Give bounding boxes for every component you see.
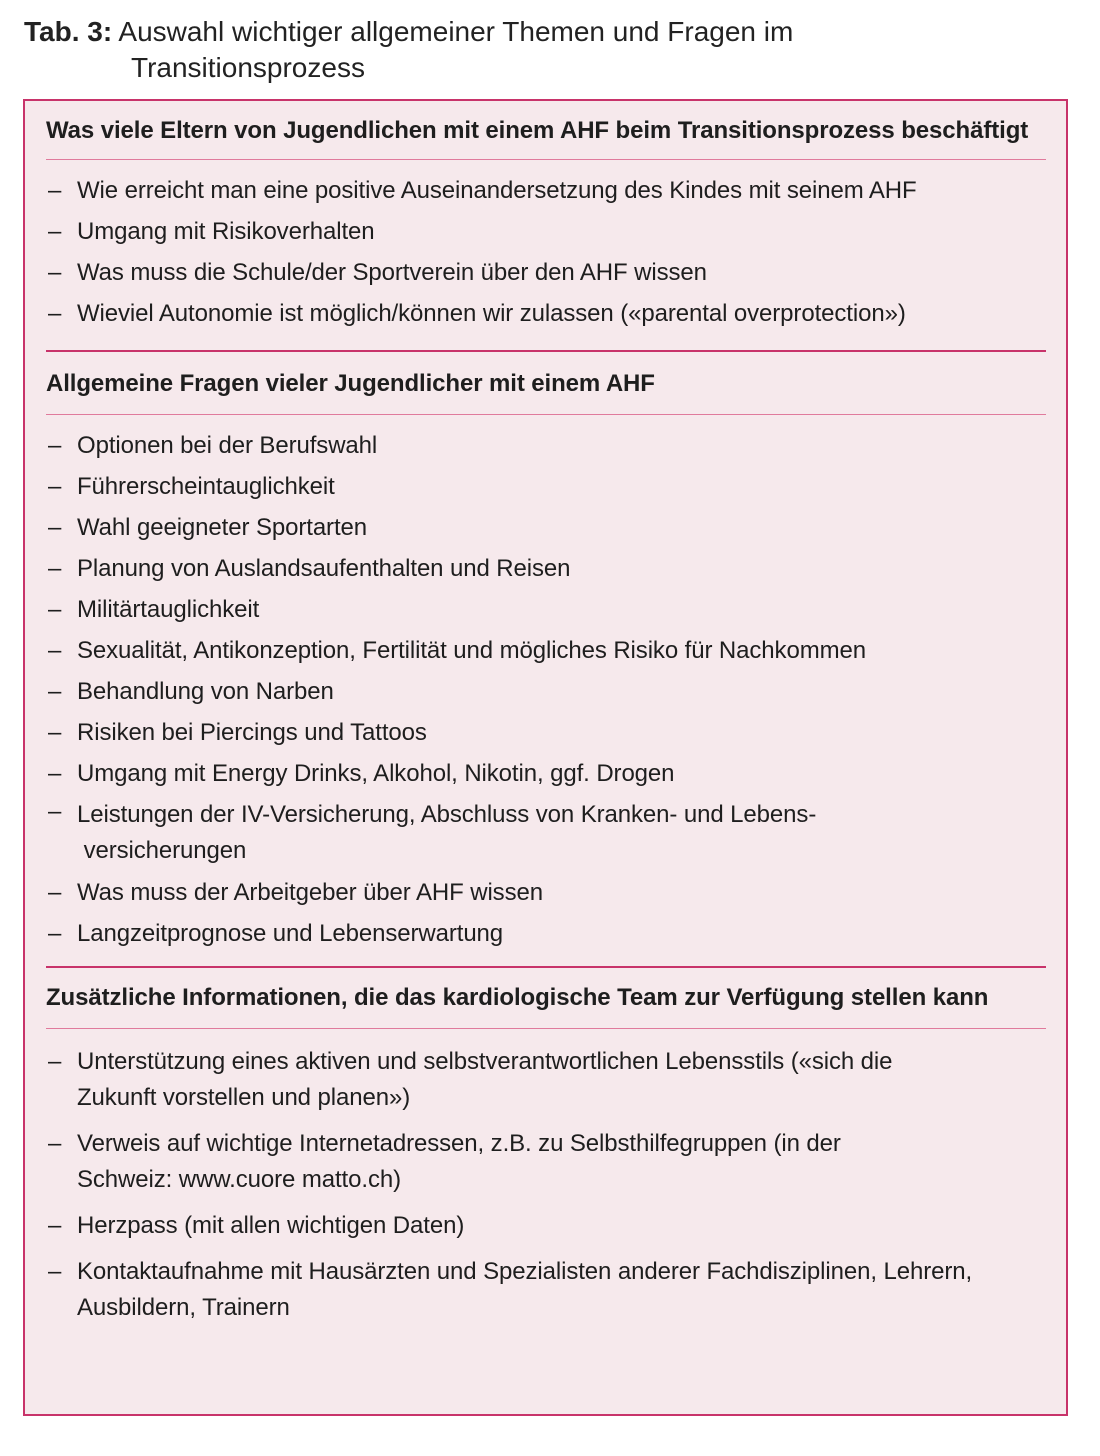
dash-bullet-icon: –	[48, 514, 62, 541]
dash-bullet-icon: –	[48, 1048, 62, 1075]
dash-bullet-icon: –	[48, 177, 62, 204]
list-item: – Wahl geeigneter Sportarten	[46, 507, 1046, 548]
list-item: – Planung von Auslandsaufenthalten und Reisen	[46, 548, 1046, 589]
dash-bullet-icon: –	[48, 1212, 62, 1239]
table-title-line-2: Transitionsprozess	[131, 52, 365, 83]
section-heading: Was viele Eltern von Jugendlichen mit einem AHF beim Transitionsprozess beschäftigt	[46, 117, 1029, 144]
list-item: – Kontaktaufnahme mit Hausärzten und Spezialisten anderer Fachdisziplinen, Lehrern, Ausbildern, Trainern	[46, 1249, 1046, 1331]
section-parents-concerns	[25, 101, 1066, 352]
dash-bullet-icon: –	[48, 760, 62, 787]
table-label: Tab. 3:	[24, 16, 113, 47]
dash-bullet-icon: –	[48, 432, 62, 459]
list-item: – Führerscheintauglichkeit	[46, 466, 1046, 507]
dash-bullet-icon: –	[48, 879, 62, 906]
section-team-information	[25, 968, 1066, 1341]
table-box	[23, 99, 1068, 1416]
dash-bullet-icon: –	[48, 596, 62, 623]
list-item: – Leistungen der IV-Versicherung, Abschluss von Kranken- und Lebens- versicherungen	[46, 794, 1046, 872]
list-item: – Sexualität, Antikonzeption, Fertilität und mögliches Risiko für Nachkommen	[46, 630, 1046, 671]
dash-bullet-icon: –	[48, 719, 62, 746]
table-caption	[24, 14, 1064, 86]
dash-bullet-icon: –	[48, 555, 62, 582]
dash-bullet-icon: –	[48, 798, 62, 825]
dash-bullet-icon: –	[48, 473, 62, 500]
dash-bullet-icon: –	[48, 920, 62, 947]
dash-bullet-icon: –	[48, 637, 62, 664]
list-item: – Umgang mit Risikoverhalten	[46, 211, 1046, 252]
dash-bullet-icon: –	[48, 1258, 62, 1285]
list-item: – Wieviel Autonomie ist möglich/können wir zulassen («parental overprotection»)	[46, 293, 1046, 334]
dash-bullet-icon: –	[48, 300, 62, 327]
dash-bullet-icon: –	[48, 678, 62, 705]
section-heading: Zusätzliche Informationen, die das kardiologische Team zur Verfügung stellen kann	[46, 984, 989, 1011]
item-list	[46, 415, 1046, 966]
dash-bullet-icon: –	[48, 259, 62, 286]
section-heading: Allgemeine Fragen vieler Jugendlicher mit einem AHF	[46, 370, 655, 397]
list-item: – Optionen bei der Berufswahl	[46, 425, 1046, 466]
list-item: – Behandlung von Narben	[46, 671, 1046, 712]
list-item: – Was muss die Schule/der Sportverein über den AHF wissen	[46, 252, 1046, 293]
list-item: – Verweis auf wichtige Internetadressen, z.B. zu Selbsthilfegruppen (in der Schweiz: www.cuore matto.ch)	[46, 1121, 1046, 1203]
list-item: – Was muss der Arbeitgeber über AHF wissen	[46, 872, 1046, 913]
list-item: – Wie erreicht man eine positive Auseinandersetzung des Kindes mit seinem AHF	[46, 170, 1046, 211]
table-title-line-1: Auswahl wichtiger allgemeiner Themen und Fragen im	[118, 16, 794, 47]
list-item: – Risiken bei Piercings und Tattoos	[46, 712, 1046, 753]
item-list	[46, 160, 1046, 350]
section-youth-questions	[25, 352, 1066, 968]
item-list	[46, 1029, 1046, 1341]
list-item: – Langzeitprognose und Lebenserwartung	[46, 913, 1046, 954]
list-item: – Militärtauglichkeit	[46, 589, 1046, 630]
list-item: – Herzpass (mit allen wichtigen Daten)	[46, 1203, 1046, 1249]
dash-bullet-icon: –	[48, 218, 62, 245]
dash-bullet-icon: –	[48, 1130, 62, 1157]
list-item: – Umgang mit Energy Drinks, Alkohol, Nikotin, ggf. Drogen	[46, 753, 1046, 794]
list-item: – Unterstützung eines aktiven und selbstverantwortlichen Lebensstils («sich die Zukunft vorstellen und planen»)	[46, 1039, 1046, 1121]
